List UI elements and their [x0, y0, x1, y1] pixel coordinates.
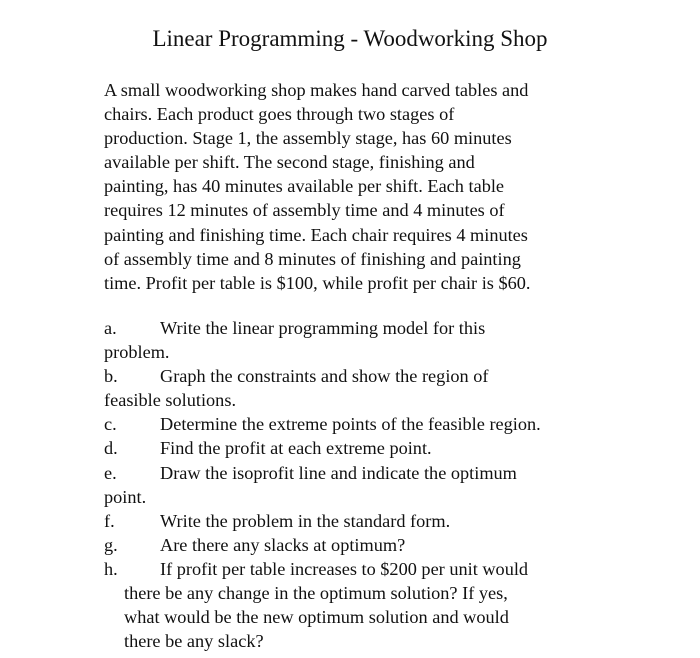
question-continuation: what would be the new optimum solution and would — [124, 607, 509, 628]
paragraph-line: painting, has 40 minutes available per shift. Each table — [104, 176, 505, 197]
question-continuation: there be any change in the optimum solution? If yes, — [124, 583, 508, 604]
question-text: Graph the constraints and show the region of — [160, 366, 489, 387]
page-title: Linear Programming - Woodworking Shop — [152, 26, 548, 51]
question-e — [104, 461, 644, 509]
question-text: Find the profit at each extreme point. — [160, 438, 432, 459]
question-text: Draw the isoprofit line and indicate the optimum — [160, 462, 517, 483]
paragraph-line: of assembly time and 8 minutes of finishing and painting — [104, 248, 521, 269]
question-text: Are there any slacks at optimum? — [160, 534, 406, 555]
question-f — [104, 509, 644, 533]
question-label: a. — [104, 318, 117, 338]
paragraph-line: A small woodworking shop makes hand carved tables and — [104, 80, 529, 100]
question-label: e. — [104, 462, 117, 483]
question-continuation: point. — [104, 486, 147, 507]
paragraph-line: painting and finishing time. Each chair requires 4 minutes — [104, 224, 528, 245]
question-label: d. — [104, 438, 118, 459]
question-a — [104, 316, 644, 364]
question-list — [104, 316, 644, 653]
question-label: g. — [104, 534, 118, 555]
paragraph-line: chairs. Each product goes through two stages of — [104, 104, 455, 125]
question-h — [104, 557, 644, 653]
question-d — [104, 436, 644, 460]
paragraph-line: time. Profit per table is $100, while profit per chair is $60. — [104, 272, 531, 293]
question-g — [104, 533, 644, 557]
question-text: If profit per table increases to $200 per unit would — [160, 558, 529, 579]
question-label: f. — [104, 510, 115, 531]
question-text: Determine the extreme points of the feasible region. — [160, 414, 541, 435]
question-continuation: feasible solutions. — [104, 390, 237, 411]
question-label: b. — [104, 366, 118, 387]
question-text: Write the problem in the standard form. — [160, 510, 451, 531]
paragraph-line: requires 12 minutes of assembly time and 4 minutes of — [104, 200, 505, 221]
paragraph-line: production. Stage 1, the assembly stage, has 60 minutes — [104, 128, 512, 149]
problem-paragraph — [104, 78, 604, 295]
question-b — [104, 364, 644, 412]
paragraph-line: available per shift. The second stage, finishing and — [104, 152, 475, 173]
question-label: c. — [104, 414, 117, 435]
question-label: h. — [104, 558, 118, 579]
question-continuation: problem. — [104, 342, 170, 363]
question-continuation: there be any slack? — [124, 631, 264, 652]
question-c — [104, 412, 644, 436]
question-text: Write the linear programming model for this — [160, 318, 486, 338]
